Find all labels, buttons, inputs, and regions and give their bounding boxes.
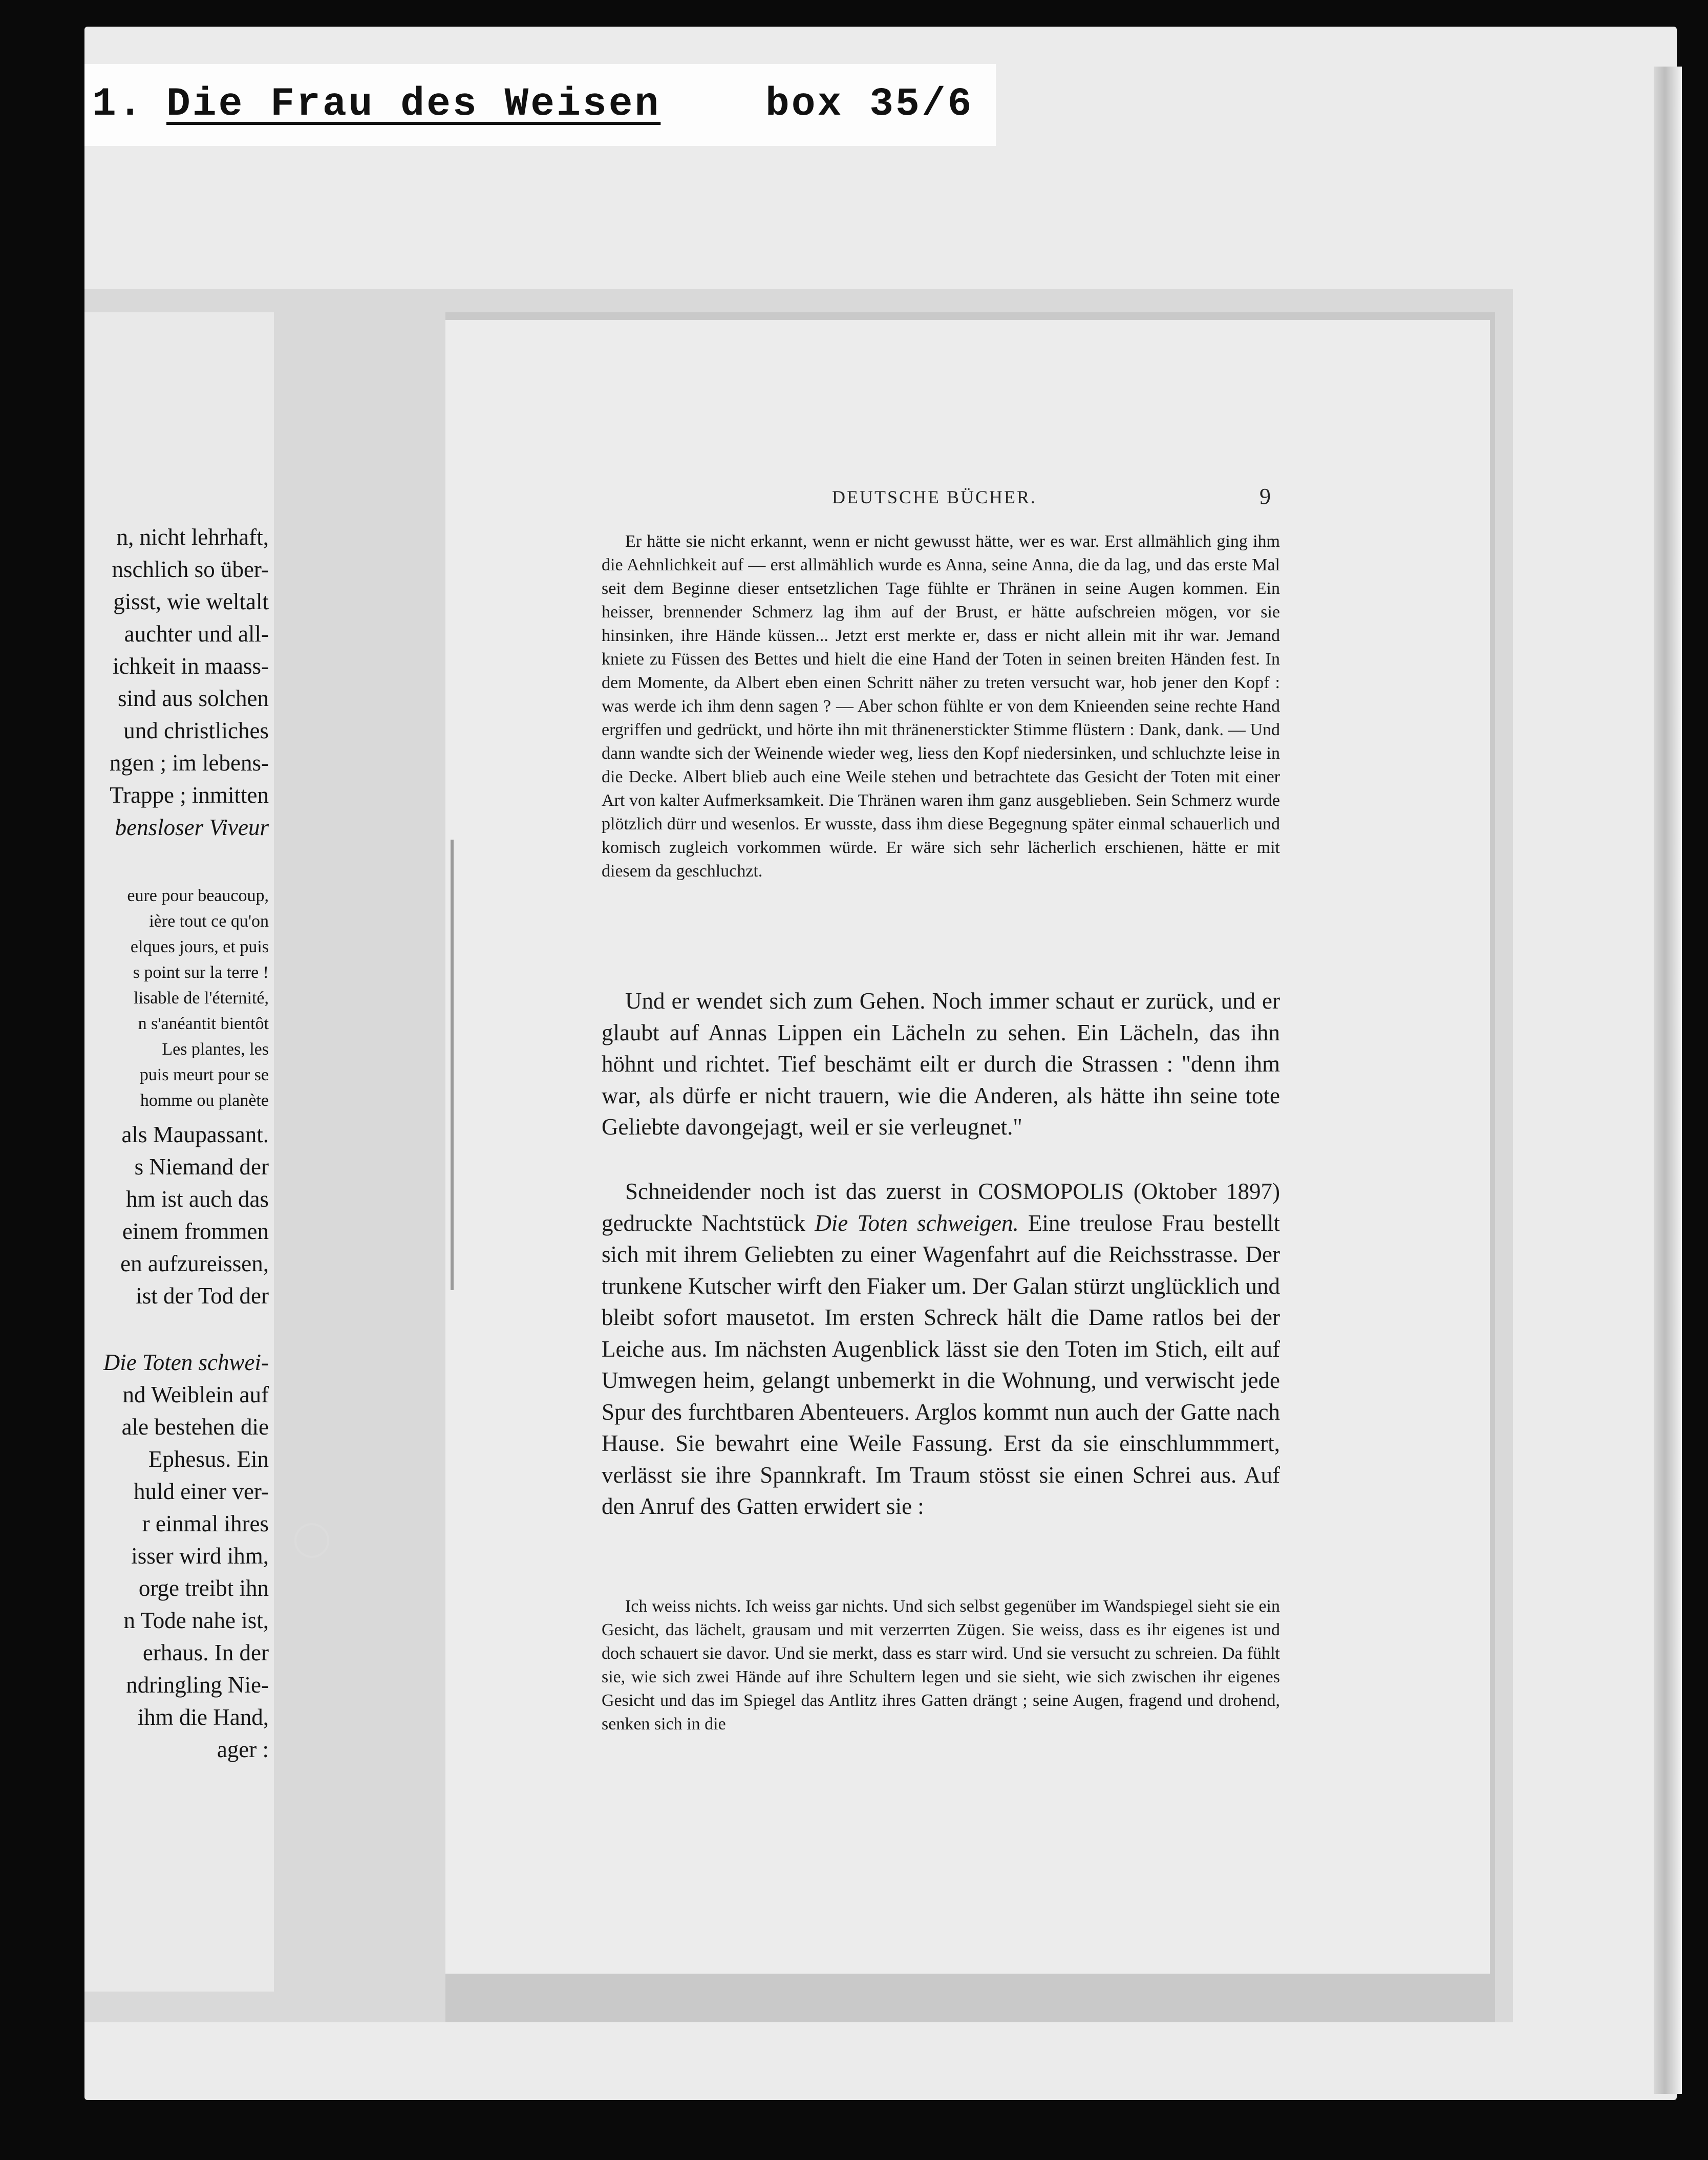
left-line: puis meurt pour se	[139, 1065, 269, 1084]
left-line: ihm die Hand,	[137, 1704, 269, 1730]
left-line: einem frommen	[122, 1218, 269, 1244]
paragraph-1	[602, 986, 1280, 1143]
book-page	[445, 320, 1490, 1974]
journal-name: COSMOPOLIS	[978, 1179, 1124, 1204]
left-line: ager :	[217, 1737, 269, 1762]
paragraph-text: Und er wendet sich zum Gehen. Noch immer schaut er zurück, und er glaubt auf Annas Lippen ein Lächeln zu sehen. Ein Lächeln, das ihn höhnt und richtet. Tief beschämt eilt er durch die Strassen : "denn ihm war, als dürfe er nicht trauern, wie die Anderen, als hätte ihn seine tote Geliebte davongejagt, weil er sie verleugnet."	[602, 988, 1280, 1140]
left-line: und christliches	[123, 718, 269, 743]
quote-text: Er hätte sie nicht erkannt, wenn er nicht gewusst hätte, wer es war. Erst allmählich ging ihm die Aehnlichkeit auf — erst allmählich wurde es Anna, seine Anna, die da lag, und das erste Mal seit dem Beginne dieser entsetzlichen Tage fühlte er Thränen in seine Augen kommen. Ein heisser, brennender Schmerz lag ihm auf der Brust, er hätte aufschreien mögen, vor sie hinsinken, ihre Hände küssen... Jetzt erst merkte er, dass er nicht allein mit ihr war. Jemand kniete zu Füssen des Bettes und hielt die eine Hand der Toten in seinen breiten Händen fest. In dem Momente, da Albert eben einen Schritt näher zu treten versucht war, hob jener den Kopf : was werde ich ihm denn sagen ? — Aber schon fühlte er von dem Knieenden seine rechte Hand ergriffen und gedrückt, und hörte ihn mit thränenerstickter Stimme flüstern : Dank, dank. — Und dann wandte sich der Weinende wieder weg, liess den Kopf niedersinken, und schluchzte leise in die Decke. Albert blieb auch eine Weile stehen und betrachtete das Gesicht der Toten mit einer Art von kalter Aufmerksamkeit. Die Thränen waren ihm ganz ausgeblieben. Sein Schmerz wurde plötzlich dürr und wesenlos. Er wusste, dass ihm diese Begegnung später einmal schauerlich und komisch zugleich vorkommen würde. Er wäre sich sehr lächerlich erschienen, hätte er mit diesem da geschluchzt.	[602, 532, 1280, 881]
left-line: isser wird ihm,	[131, 1543, 269, 1569]
card-edge	[1654, 67, 1682, 2094]
left-line: auchter und all-	[124, 621, 269, 647]
left-block-1	[110, 521, 269, 844]
label-box: box 35/6	[765, 82, 974, 127]
left-line: orge treibt ihn	[138, 1575, 269, 1601]
left-line: bensloser Viveur	[115, 815, 269, 840]
left-line: n s'anéantit bientôt	[138, 1014, 269, 1033]
left-line: Die Toten schwei-	[103, 1350, 269, 1375]
left-line: huld einer ver-	[134, 1479, 269, 1504]
left-line: n Tode nahe ist,	[123, 1608, 269, 1633]
page-number: 9	[1259, 484, 1272, 509]
left-line: en aufzureissen,	[120, 1251, 269, 1276]
left-line: s Niemand der	[134, 1154, 269, 1180]
left-block-3	[103, 1346, 269, 1766]
quote-block-1	[602, 530, 1280, 883]
text-run: Schneidender noch ist das zuerst in	[625, 1179, 978, 1204]
left-block-2	[120, 1119, 269, 1312]
paragraph-text	[602, 1176, 1280, 1523]
left-line: ngen ; im lebens-	[109, 750, 269, 776]
fold-crease	[451, 840, 454, 1290]
running-head: DEUTSCHE BÜCHER.	[832, 487, 1037, 507]
left-block-french	[127, 883, 269, 1114]
left-line: hm ist auch das	[126, 1186, 269, 1212]
left-line: elques jours, et puis	[130, 937, 269, 956]
left-line: ndringling Nie-	[126, 1672, 269, 1698]
left-line: n, nicht lehrhaft,	[116, 524, 269, 550]
label-number: 1.	[92, 82, 144, 127]
quote-text: Ich weiss nichts. Ich weiss gar nichts. Und sich selbst gegenüber im Wandspiegel sieht sie ein Gesicht, das lächelt, grausam und mit verzerrten Zügen. Sie weiss, dass es ihr eigenes ist und doch schauert sie davor. Und sie merkt, dass es starr wird. Und sie versucht zu schreien. Da fühlt sie, wie sich zwei Hände auf ihre Schultern legen und sie sieht, wie sich zwischen ihr eigenes Gesicht und das im Spiegel das Antlitz ihres Gatten drängt ; seine Augen, fragend und drohend, senken sich in die	[602, 1597, 1280, 1734]
paragraph-2	[602, 1176, 1280, 1523]
left-line: als Maupassant.	[121, 1122, 269, 1147]
left-clipping	[84, 312, 274, 1992]
left-line: erhaus. In der	[142, 1640, 269, 1665]
text-run: (Oktober 1897) gedruckte Nachtstück	[602, 1179, 1280, 1236]
left-line: sind aus solchen	[118, 686, 269, 711]
left-line: r einmal ihres	[142, 1511, 269, 1536]
left-line: Trappe ; inmitten	[110, 782, 269, 808]
text-run: Eine treulose Frau bestellt sich mit ihrem Geliebten zu einer Wagenfahrt auf die Reichsstrasse. Der trunkene Kutscher wirft den Fiaker um. Der Galan stürzt unglücklich und bleibt sofort mausetot. Im ersten Schreck hält die Dame ratlos bei der Leiche aus. Im nächsten Augenblick lässt sie den Toten im Stich, eilt auf Umwegen heim, gelangt unbemerkt in die Wohnung, und verwischt jede Spur des furchtbaren Abenteuers. Arglos kommt nun auch der Gatte nach Hause. Sie bewahrt eine Weile Fassung. Erst da sie einschlummmert, verlässt sie ihre Spannkraft. Im Traum stösst sie einen Schrei aus. Auf den Anruf des Gatten erwidert sie :	[602, 1210, 1280, 1519]
left-line: eure pour beaucoup,	[127, 886, 269, 905]
left-line: lisable de l'éternité,	[134, 989, 269, 1008]
work-title: Die Toten schweigen.	[815, 1210, 1019, 1236]
left-line: ière tout ce qu'on	[149, 912, 269, 931]
left-line: gisst, wie weltalt	[113, 589, 269, 614]
left-line: nschlich so über-	[112, 557, 269, 582]
left-line: nd Weiblein auf	[122, 1382, 269, 1407]
left-line: ichkeit in maass-	[113, 653, 269, 679]
left-line: Ephesus. Ein	[148, 1446, 269, 1472]
label-title: Die Frau des Weisen	[166, 82, 661, 127]
left-line: ale bestehen die	[121, 1414, 269, 1440]
left-line: homme ou planète	[140, 1091, 269, 1110]
left-line: Les plantes, les	[162, 1040, 269, 1059]
quote-block-2	[602, 1595, 1280, 1736]
left-line: ist der Tod der	[136, 1283, 269, 1309]
circle-mark	[294, 1523, 329, 1558]
left-line: s point sur la terre !	[133, 963, 269, 982]
